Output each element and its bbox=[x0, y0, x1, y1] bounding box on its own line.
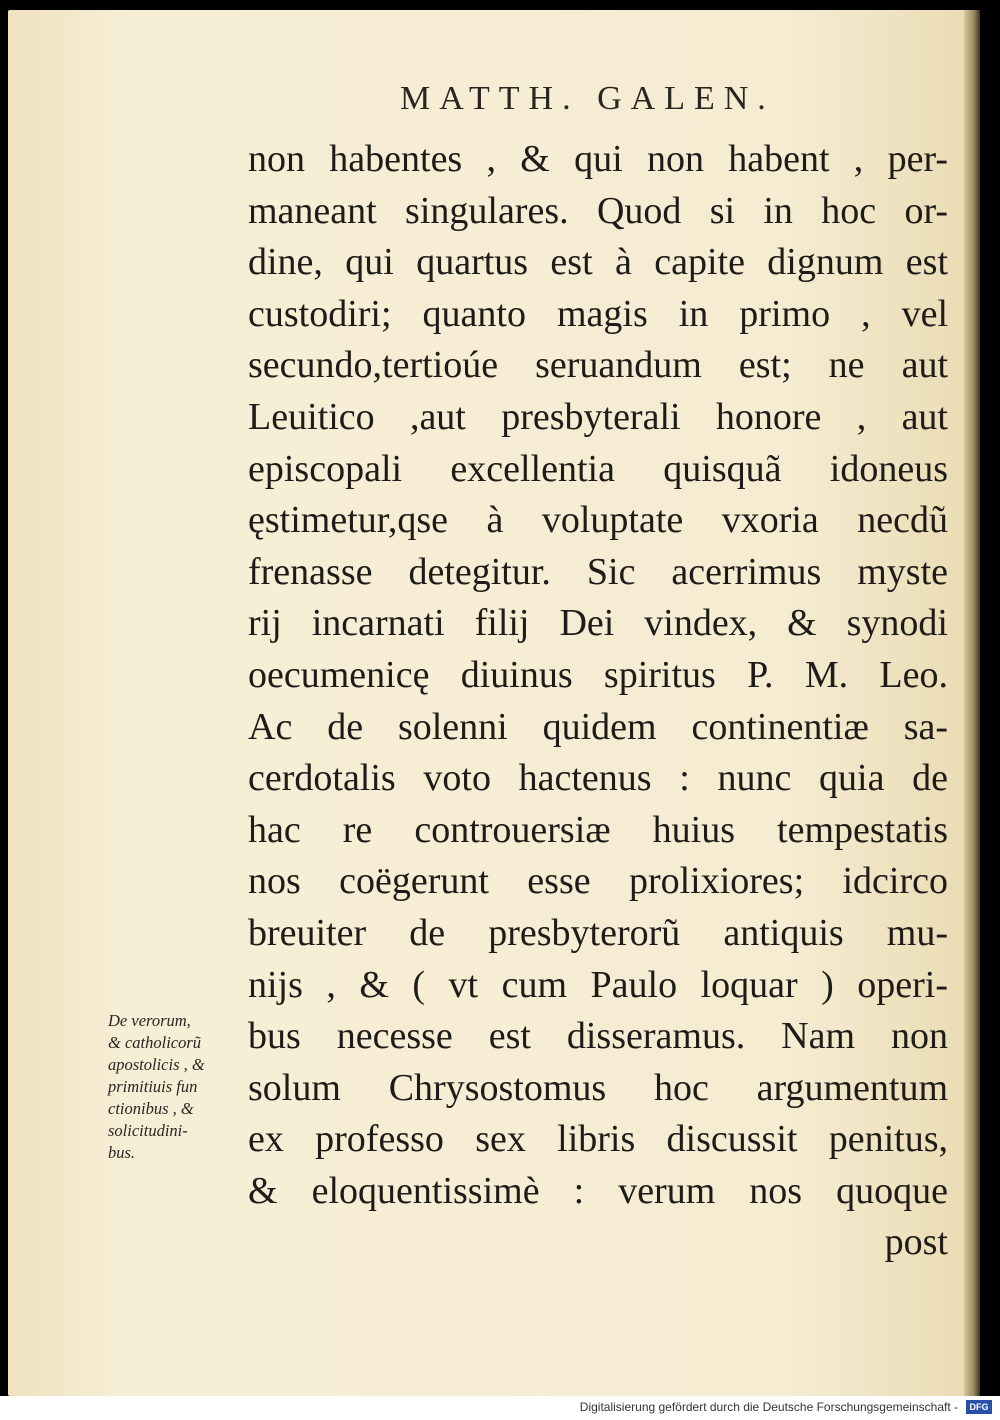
text-line: ęstimetur,qse à voluptate vxoria necdũ bbox=[248, 499, 948, 542]
book-page bbox=[8, 10, 980, 1396]
marginal-note-line: ctionibus , & bbox=[108, 1099, 194, 1118]
text-line: secundo,tertioúe seruandum est; ne aut bbox=[248, 344, 948, 387]
text-line: nijs , & ( vt cum Paulo loquar ) operi- bbox=[248, 963, 948, 1006]
digitization-footer bbox=[0, 1396, 1000, 1420]
text-line: solum Chrysostomus hoc argumentum bbox=[248, 1066, 948, 1109]
text-line: & eloquentissimè : verum nos quoque bbox=[248, 1169, 948, 1212]
marginal-note-line: solicitudini- bbox=[108, 1121, 188, 1140]
marginal-note-line: De verorum, bbox=[108, 1011, 191, 1030]
marginal-note-line: apostolicis , & bbox=[108, 1055, 205, 1074]
funding-notice: Digitalisierung gefördert durch die Deutsche Forschungsgemeinschaft - bbox=[579, 1400, 958, 1414]
running-head: MATTH. GALEN. bbox=[400, 80, 775, 117]
page-spine-shadow bbox=[964, 10, 980, 1396]
marginal-note-line: primitiuis fun bbox=[108, 1077, 198, 1096]
text-line: Leuitico ,aut presbyterali honore , aut bbox=[248, 395, 948, 438]
text-line: ex professo sex libris discussit penitus, bbox=[248, 1118, 948, 1161]
catchword: post bbox=[884, 1221, 948, 1264]
text-line: breuiter de presbyterorũ antiquis mu- bbox=[248, 911, 948, 954]
body-text bbox=[248, 134, 948, 1269]
text-line: cerdotalis voto hactenus : nunc quia de bbox=[248, 757, 948, 800]
text-line: dine, qui quartus est à capite dignum est bbox=[248, 241, 948, 284]
dfg-logo: DFG bbox=[966, 1400, 992, 1414]
text-line: oecumenicę diuinus spiritus P. M. Leo. bbox=[248, 653, 948, 696]
text-line: frenasse detegitur. Sic acerrimus myste bbox=[248, 550, 948, 593]
text-line: bus necesse est disseramus. Nam non bbox=[248, 1015, 948, 1058]
text-line: Ac de solenni quidem continentiæ sa- bbox=[248, 705, 948, 748]
text-line: non habentes , & qui non habent , per- bbox=[248, 138, 948, 180]
text-line: nos coëgerunt esse prolixiores; idcirco bbox=[248, 860, 948, 903]
text-line: hac re controuersiæ huius tempestatis bbox=[248, 808, 948, 851]
text-line: episcopali excellentia quisquã idoneus bbox=[248, 447, 948, 490]
marginal-note-line: & catholicorũ bbox=[108, 1033, 202, 1052]
text-line: custodiri; quanto magis in primo , vel bbox=[248, 292, 948, 335]
text-line: maneant singulares. Quod si in hoc or- bbox=[248, 189, 948, 232]
marginal-note bbox=[108, 1010, 248, 1164]
marginal-note-line: bus. bbox=[108, 1143, 136, 1162]
text-line: rij incarnati filij Dei vindex, & synodi bbox=[248, 602, 948, 645]
